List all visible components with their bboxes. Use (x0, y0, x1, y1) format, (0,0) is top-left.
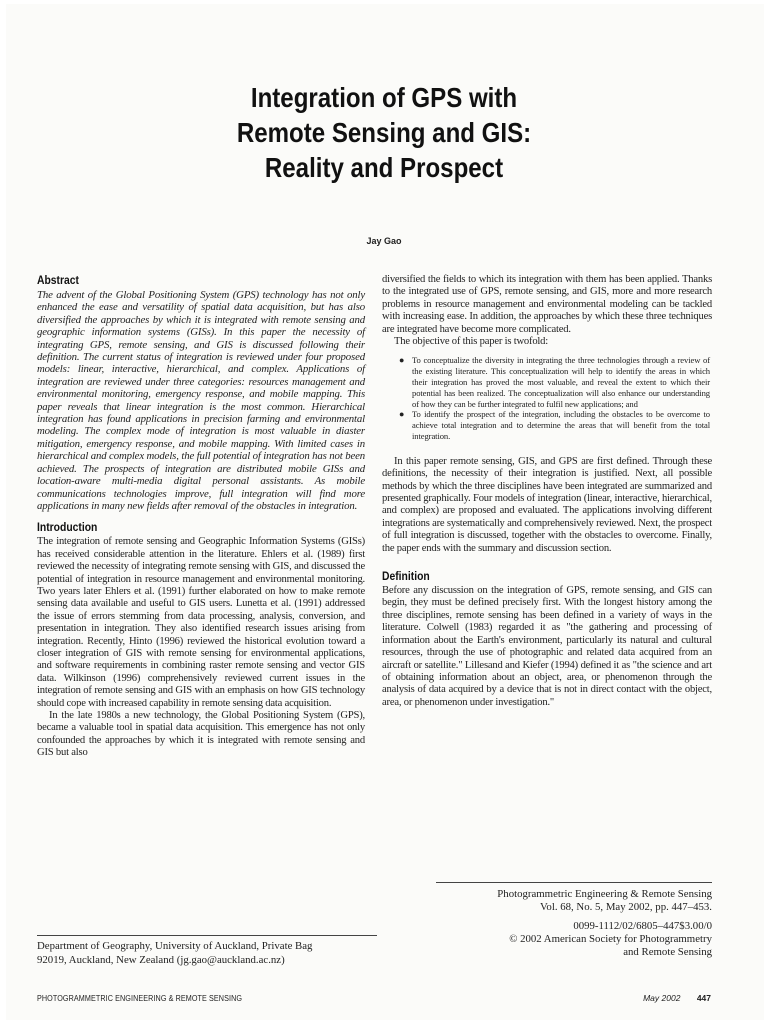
objectives-list (382, 355, 712, 441)
introduction-heading: Introduction (37, 522, 98, 535)
affiliation-line: Department of Geography, University of Auckland, Private Bag (37, 940, 313, 952)
affiliation-line: 92019, Auckland, New Zealand (jg.gao@auckland.ac.nz) (37, 953, 285, 966)
copyright-line: © 2002 American Society for Photogrammetry (509, 933, 712, 945)
citation-block (436, 882, 712, 959)
definition-paragraph: Before any discussion on the integration of GPS, remote sensing, and GIS can begin, they must be defined precisely first. With the longest history among the three disciplines, remote sensing has been defined in a variety of ways in the literature. Colwell (1983) regarded it as "the gathering and processing of information about the Earth's environment, particularly its natural and cultural resources, through the use of photographic and related data acquired from an aircraft or satellite." Lillesand and Kiefer (1994) defined it as "the science and art of obtaining information about an object, area, or phenomenon through the analysis of data acquired by a device that is not in direct contact with the object, area, or phenomenon under investigation." (382, 585, 712, 708)
list-item-text: To identify the prospect of the integration, including the obstacles to be overcome to achieve total integration and to determine the areas that will benefit from the total integration. (412, 409, 710, 442)
title-line: Reality and Prospect (264, 152, 504, 183)
journal-name: Photogrammetric Engineering & Remote Sensing (497, 888, 712, 900)
abstract-text: The advent of the Global Positioning System (GPS) technology has not only enhanced the ease and versatility of spatial data acquisition, but has also diversified the approaches by which it is integrated with remote sensing and geographic information systems (GISs). In this paper the necessity of integrating GPS, remote sensing, and GIS is discussed following their definition. The current status of integration is reviewed under four proposed models: linear, interactive, hierarchical, and complex. Applications of integration are reviewed under three categories: resources management and environmental monitoring, emergency response, and mobile mapping. This paper reveals that linear integration is the most common. Hierarchical integration has found applications in precision farming and environmental modeling. The complex mode of integration is most valuable in diaster mitigation, emergency response, and mobile mapping. With limited cases in hierarchical and complex models, the full potential of integration has not been achieved. The prospects of integration are distributed mobile GISs and location-aware multi-media digital personal assistants. As mobile communications technologies improve, full integration will find more applications in many new fields after removal of the obstacles in integration. (37, 289, 365, 512)
list-item (399, 355, 710, 409)
page-number: 447 (696, 993, 711, 1003)
footer-journal: PHOTOGRAMMETRIC ENGINEERING & REMOTE SENSING (37, 994, 243, 1003)
definition-heading: Definition (382, 571, 430, 584)
footer-right (643, 993, 711, 1003)
author-affiliation (37, 935, 377, 967)
issn-code: 0099-1112/02/6805–447$3.00/0 (573, 920, 712, 932)
title-line: Remote Sensing and GIS: (236, 117, 532, 148)
introduction-paragraph: In this paper remote sensing, GIS, and GPS are first defined. Through these definitions, the necessity of their integration is justified. Next, all possible methods by which the three disciplines have been integrated are summarized and presented graphically. Four models of integration (linear, interactive, hierarchical, and complex) are proposed and evaluated. The applications involving different integrations are systematically and comprehensively reviewed. Next, the prospect of full integration is discussed, together with the obstacles to overcome. Finally, the paper ends with the summary and discussion section. (382, 455, 712, 554)
introduction-paragraph-continued: diversified the fields to which its integration with them has been applied. Thanks to the integrated use of GPS, remote sensing, and GIS, more and more research problems in resource management and environmental modeling can be tackled with increasing ease. In addition, the approaches by which these three techniques are integrated have become more complicated. (382, 274, 712, 335)
bullet-icon: ● (399, 409, 405, 420)
title-line: Integration of GPS with (250, 82, 518, 113)
right-column (382, 274, 712, 709)
author-name: Jay Gao (366, 236, 402, 246)
introduction-paragraph: In the late 1980s a new technology, the Global Positioning System (GPS), became a valuable tool in spatial data acquisition. This emergence has not only confounded the approaches by which it is integrated with remote sensing and GIS but also (37, 710, 365, 759)
volume-info: Vol. 68, No. 5, May 2002, pp. 447–453. (540, 901, 712, 913)
left-column (37, 274, 365, 760)
introduction-paragraph: The integration of remote sensing and Geographic Information Systems (GISs) has received considerable attention in the literature. Ehlers et al. (1989) first reviewed the necessity of integrating remote sensing with GIS, and discussed the potential of integration in resource management and environmental monitoring. Two years later Ehlers et al. (1991) further elaborated on how to make remote sensing data available and useful to GIS users. Lunetta et al. (1991) addressed the issue of errors stemming from data processing, analysis, conversion, and presentation in integration. They also identified research issues arising from integration. Recently, Hinto (1996) reviewed the historical evolution toward a closer integration of GIS with remote sensing for environmental applications, and software requirements in combining raster remote sensing and vector GIS data. Wilkinson (1996) comprehensively reviewed current issues in the integration of remote sensing and GIS with an emphasis on how GIS technology should cope with increased capability in remote sensing data acquisition. (37, 536, 365, 709)
copyright-line: and Remote Sensing (623, 946, 712, 958)
abstract-heading: Abstract (37, 275, 79, 287)
paper-title (54, 80, 714, 185)
footer-date: May 2002 (643, 993, 681, 1003)
list-item (399, 409, 710, 442)
objective-intro: The objective of this paper is twofold: (394, 336, 549, 348)
bullet-icon: ● (399, 355, 405, 366)
list-item-text: To conceptualize the diversity in integrating the three technologies through a review of the existing literature. This conceptualization will help to identify the areas in which their integration has proved the most valuable, and reveal the extent to which their potential has been realized. The conceptualization will also enhance our understanding of how they can be further integrated to fulfil new applications; and (412, 355, 710, 409)
